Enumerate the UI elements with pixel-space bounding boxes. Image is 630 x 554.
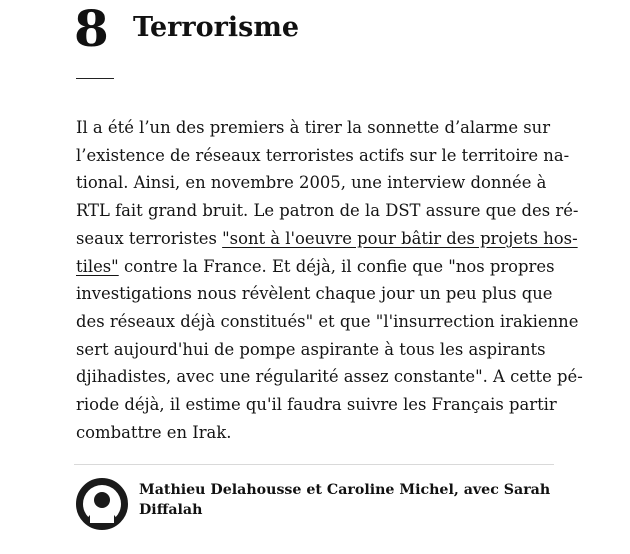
paragraph-line: sert aujourd'hui de pompe aspirante à tous les aspirants bbox=[76, 339, 546, 359]
section-number: 8 bbox=[74, 0, 109, 58]
paragraph-line: riode déjà, il estime qu'il faudra suivre les Français partir bbox=[76, 395, 557, 415]
article-paragraph bbox=[76, 114, 583, 446]
paragraph-line: djihadistes, avec une régularité assez constante". A cette pé- bbox=[76, 367, 583, 387]
paragraph-line bbox=[76, 225, 578, 253]
paragraph-line: l’existence de réseaux terroristes actifs sur le territoire na- bbox=[76, 145, 570, 165]
paragraph-line: des réseaux déjà constitués" et que "l'insurrection irakienne bbox=[76, 311, 579, 331]
quote-link-continued[interactable]: tiles" bbox=[76, 256, 119, 276]
section-title: Terrorisme bbox=[133, 12, 300, 43]
paragraph-text: contre la France. Et déjà, il confie que "nos propres bbox=[118, 256, 555, 276]
paragraph-text: seaux terroristes bbox=[76, 228, 223, 248]
paragraph-line: combattre en Irak. bbox=[76, 422, 232, 442]
author-divider bbox=[74, 464, 554, 465]
paragraph-line: tional. Ainsi, en novembre 2005, une interview donnée à bbox=[76, 173, 547, 193]
paragraph-line: RTL fait grand bruit. Le patron de la DST assure que des ré- bbox=[76, 201, 579, 221]
author-line: Diffalah bbox=[139, 502, 203, 518]
quote-link[interactable]: "sont à l'oeuvre pour bâtir des projets hos- bbox=[222, 228, 578, 248]
paragraph-line: Il a été l’un des premiers à tirer la sonnette d’alarme sur bbox=[76, 118, 551, 137]
user-avatar-icon bbox=[76, 478, 128, 530]
paragraph-line bbox=[76, 253, 561, 281]
author-line: Mathieu Delahousse et Caroline Michel, avec Sarah bbox=[139, 482, 551, 498]
paragraph-line: investigations nous révèlent chaque jour un peu plus que bbox=[76, 284, 553, 304]
title-underline bbox=[76, 78, 114, 79]
author-avatar bbox=[76, 478, 128, 530]
author-byline bbox=[139, 480, 549, 520]
